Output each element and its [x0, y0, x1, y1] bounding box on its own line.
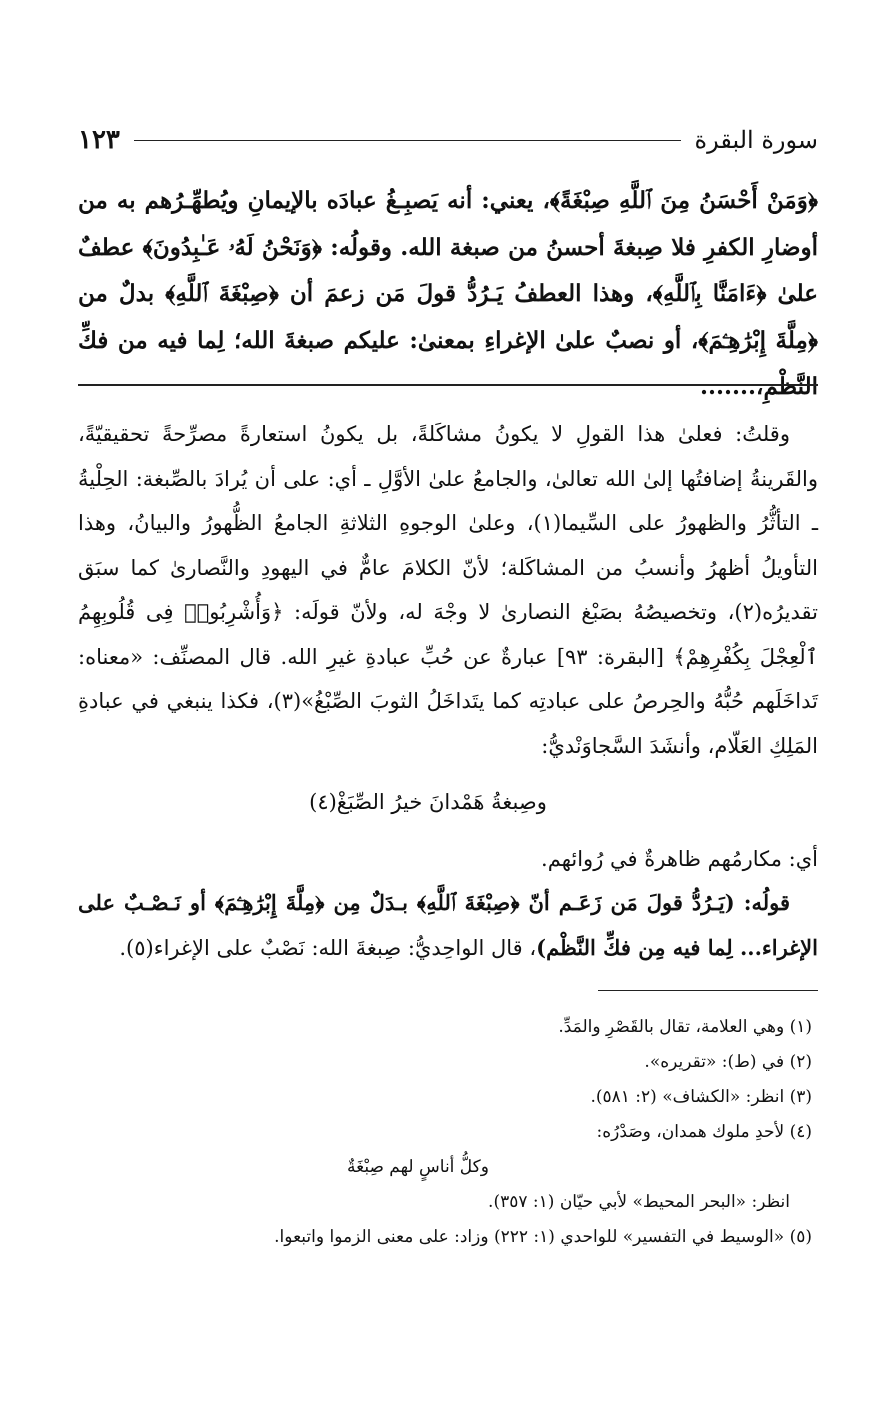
- footnote-rule: [598, 990, 818, 991]
- quoted-matn: قولُه: (يَـرُدُّ قولَ مَن زَعَـم أنّ ﴿صِبْغَةَ ٱللَّهِ﴾ بـدَلٌ مِن ﴿مِلَّةَ إِبْرَٰهِـۧمَ﴾ أو نَـصْـبٌ على الإغراء... لِما فيه مِن فكِّ النَّظْم): [78, 890, 818, 960]
- poetry-verse: وصِبغةُ هَمْدانَ خيرُ الصِّبَغْ(٤): [309, 790, 547, 814]
- verse-explanation: أي: مكارمُهم ظاهرةٌ في رُوائهم.: [541, 846, 818, 871]
- header-rule: [134, 140, 681, 141]
- footnote-5: (٥) «الوسيط في التفسير» للواحدي (١: ٢٢٢) وزاد: على معنى الزموا واتبعوا.: [274, 1227, 812, 1247]
- commentary-block: [78, 412, 818, 970]
- page-number: ١٢٣: [78, 125, 120, 155]
- footnote-3: (٣) انظر: «الكشاف» (٢: ٥٨١).: [590, 1087, 812, 1107]
- footnote-4: (٤) لأحدِ ملوك همدان، وصَدْرُه:: [596, 1122, 812, 1142]
- matn-separator: [78, 384, 818, 386]
- footnote-1: (١) وهي العلامة، تقال بالقَصْرِ والمَدِّ.: [558, 1017, 812, 1037]
- quote-commentary: ، قال الواحِديُّ: صِبغةَ الله: نَصْبٌ على الإغراء(٥).: [119, 935, 537, 960]
- footnote-4-source: انظر: «البحر المحيط» لأبي حيّان (١: ٣٥٧).: [488, 1192, 790, 1212]
- matn-paragraph: ﴿وَمَنْ أَحْسَنُ مِنَ ٱللَّهِ صِبْغَةً﴾، يعني: أنه يَصبِـغُ عبادَه بالإيمانِ ويُطهِّـرُهم به من أوضارِ الكفرِ فلا صِبغةَ أحسنُ من صبغة الله. وقولُه: ﴿وَنَحْنُ لَهُۥ عَـٰبِدُونَ﴾ عطفٌ علىٰ ﴿ءَامَنَّا بِٱللَّهِ﴾، وهذا العطفُ يَـرُدُّ قولَ مَن زعمَ أن ﴿صِبْغَةَ ٱللَّهِ﴾ بدلٌ من ﴿مِلَّةَ إِبْرَٰهِـۧمَ﴾، أو نصبٌ علىٰ الإغراءِ بمعنىٰ: عليكم صبغةَ الله؛ لِما فيه من فكِّ النَّظْمِ،.......: [78, 187, 818, 400]
- footnotes-block: [78, 1010, 818, 1255]
- page-header: [78, 118, 818, 162]
- footnote-4-verse: وكلُّ أناسٍ لهم صِبْغَةٌ: [347, 1157, 489, 1177]
- matn-text-block: [78, 178, 818, 411]
- surah-title: سورة البقرة: [694, 126, 818, 154]
- commentary-quote-paragraph: [78, 881, 818, 970]
- footnote-2: (٢) في (ط): «تقريره».: [644, 1052, 812, 1072]
- commentary-paragraph: وقلتُ: فعلىٰ هذا القولِ لا يكونُ مشاكَلةً، بل يكونُ استعارةً مصرِّحةً تحقيقيّةً، والقَرينةُ إضافتُها إلىٰ الله تعالىٰ، والجامعُ علىٰ الأوَّلِ ـ أي: على أن يُرادَ بالصِّبغة: الحِلْيةُ ـ التأثُّرُ والظهورُ على السِّيما(١)، وعلىٰ الوجوهِ الثلاثةِ الجامعُ الظُّهورُ والبيانُ، وهذا التأويلُ أظهرُ وأنسبُ من المشاكَلة؛ لأنّ الكلامَ عامٌّ في اليهودِ والنَّصارىٰ كما سبَق تقديرُه(٢)، وتخصيصُهُ بصَبْغ النصارىٰ لا وجْهَ له، ولأنّ قولَه: ﴿وَأُشْرِبُوا۟ فِى قُلُوبِهِمُ ٱلْعِجْلَ بِكُفْرِهِمْ﴾ [البقرة: ٩٣] عبارةٌ عن حُبِّ عبادةِ غيرِ الله. قال المصنِّف: «معناه: تَداخَلَهم حُبُّهُ والحِرصُ على عبادتِه كما يتَداخَلُ الثوبَ الصِّبْغُ»(٣)، فكذا ينبغي في عبادةِ المَلِكِ العَلّام، وأنشَدَ السَّجاوَنْديُّ:: [78, 422, 819, 758]
